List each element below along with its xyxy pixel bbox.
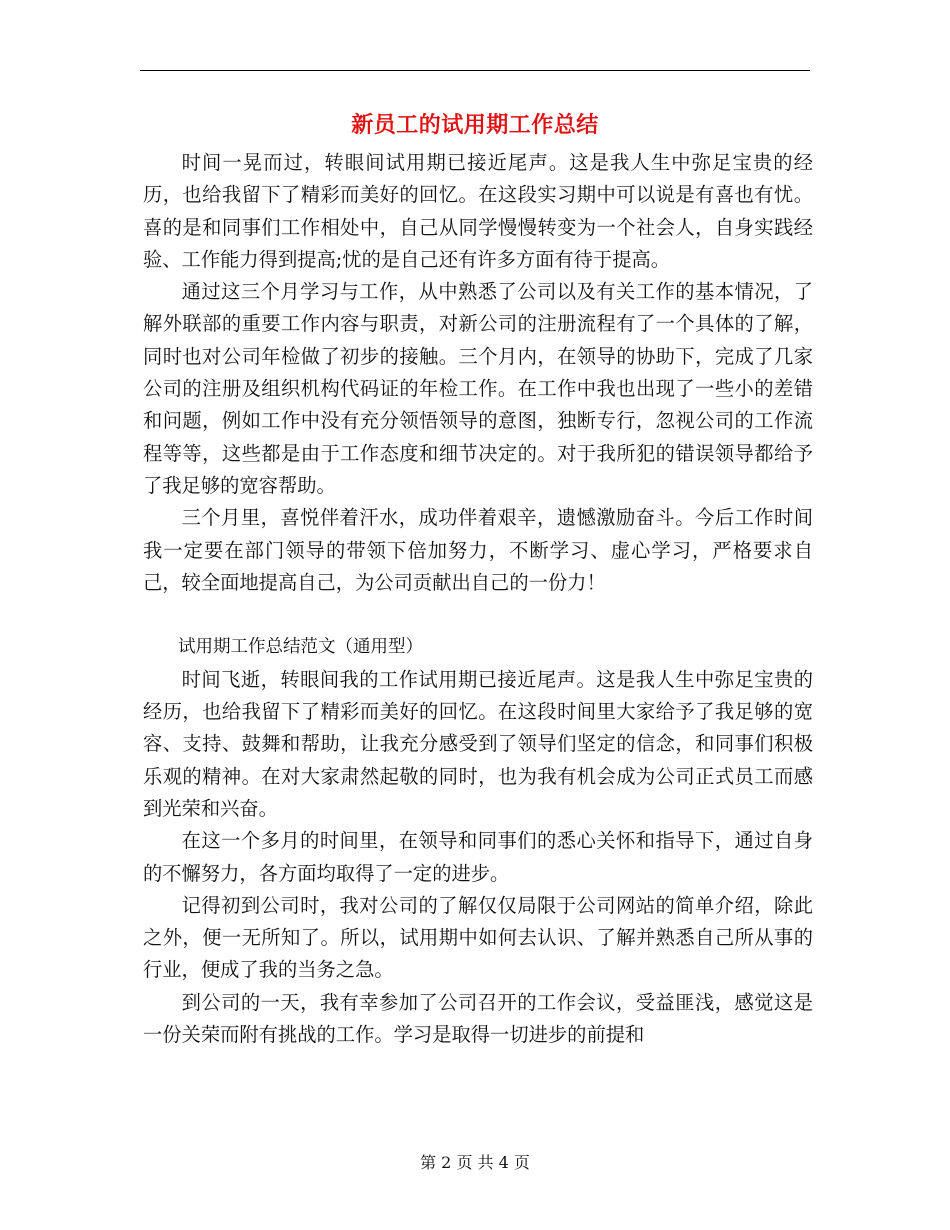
section-subtitle: 试用期工作总结范文（通用型） — [178, 637, 423, 658]
paragraph-3: 三个月里，喜悦伴着汗水，成功伴着艰辛，遗憾激励奋斗。今后工作时间我一定要在部门领导的带领下倍加努力，不断学习、虚心学习，严格要求自己，较全面地提高自己，为公司贡献出自己的一份力！ — [143, 506, 813, 594]
paragraph-4: 时间飞逝，转眼间我的工作试用期已接近尾声。这是我人生中弥足宝贵的经历，也给我留下了精彩而美好的回忆。在这段时间里大家给予了我足够的宽容、支持、鼓舞和帮助，让我充分感受到了领导们坚定的信念，和同事们积极乐观的精神。在对大家肃然起敬的同时，也为我有机会成为公司正式员工而感到光荣和兴奋。 — [143, 667, 813, 820]
page-number: 第 2 页 共 4 页 — [420, 1153, 530, 1172]
section-gap — [143, 599, 813, 631]
paragraph-7: 到公司的一天，我有幸参加了公司召开的工作会议，受益匪浅，感觉这是一份关荣而附有挑战的工作。学习是取得一切进步的前提和 — [143, 990, 813, 1047]
paragraph-6: 记得初到公司时，我对公司的了解仅仅局限于公司网站的简单介绍，除此之外，便一无所知了。所以，试用期中如何去认识、了解并熟悉自己所从事的行业，便成了我的当务之急。 — [143, 893, 813, 982]
paragraph-2: 通过这三个月学习与工作，从中熟悉了公司以及有关工作的基本情况，了解外联部的重要工作内容与职责，对新公司的注册流程有了一个具体的了解，同时也对公司年检做了初步的接触。三个月内，在领导的协助下，完成了几家公司的注册及组织机构代码证的年检工作。在工作中我也出现了一些小的差错和问题，例如工作中没有充分领悟领导的意图，独断专行，忽视公司的工作流程等等，这些都是由于工作态度和细节决定的。对于我所犯的错误领导都给予了我足够的宽容帮助。 — [143, 280, 813, 497]
header-rule — [140, 70, 810, 71]
document-body — [143, 147, 813, 1051]
document-title: 新员工的试用期工作总结 — [351, 112, 599, 138]
paragraph-5: 在这一个多月的时间里，在领导和同事们的悉心关怀和指导下，通过自身的不懈努力，各方面均取得了一定的进步。 — [143, 829, 813, 885]
paragraph-1: 时间一晃而过，转眼间试用期已接近尾声。这是我人生中弥足宝贵的经历，也给我留下了精彩而美好的回忆。在这段实习期中可以说是有喜也有忧。喜的是和同事们工作相处中，自己从同学慢慢转变为一个社会人，自身实践经验、工作能力得到提高;忧的是自己还有许多方面有待于提高。 — [143, 151, 813, 271]
